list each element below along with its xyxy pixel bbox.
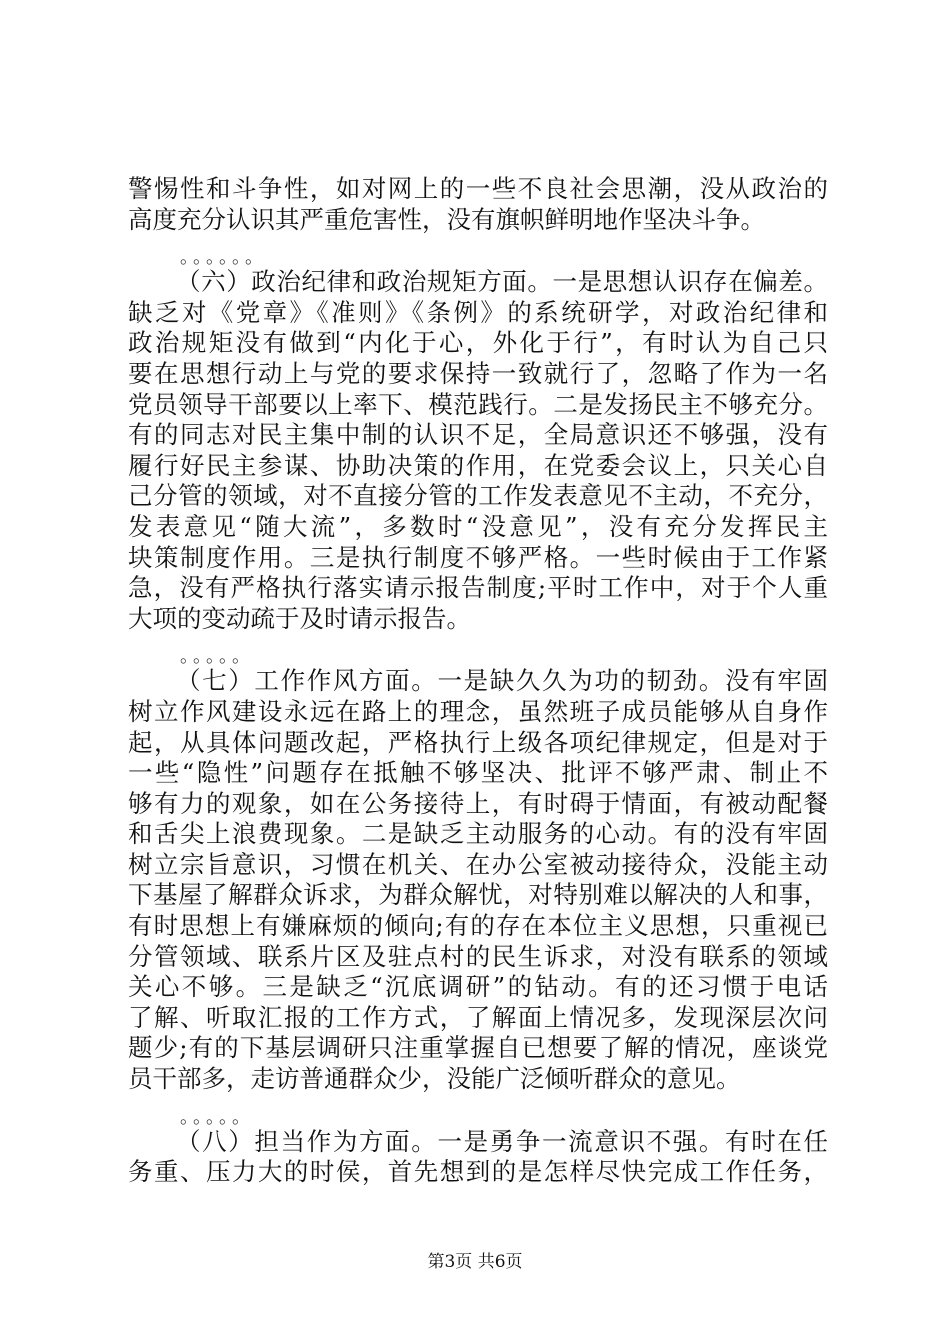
text-line: 关心不够。三是缺乏“沉底调研”的钻动。有的还习惯于电话 bbox=[128, 972, 828, 1002]
text-line: 树立作风建设永远在路上的理念，虽然班子成员能够从自身作 bbox=[128, 696, 828, 726]
section-separator-dots: 。。。。。 bbox=[180, 646, 254, 668]
text-line: 急，没有严格执行落实请示报告制度;平时工作中，对于个人重 bbox=[128, 573, 828, 603]
text-line: 和舌尖上浪费现象。二是缺乏主动服务的心动。有的没有牢固 bbox=[128, 819, 828, 849]
paragraph-first-line: （八）担当作为方面。一是勇争一流意识不强。有时在任 bbox=[176, 1126, 828, 1156]
text-line: 大项的变动疏于及时请示报告。 bbox=[128, 603, 471, 633]
text-line: 有的同志对民主集中制的认识不足，全局意识还不够强，没有 bbox=[128, 420, 828, 450]
text-line: 题少;有的下基层调研只注重掌握自已想要了解的情况，座谈党 bbox=[128, 1033, 828, 1063]
text-line: 员干部多，走访普通群众少，没能广泛倾听群众的意见。 bbox=[128, 1064, 741, 1094]
section-separator-dots: 。。。。。 bbox=[180, 1106, 254, 1128]
text-line: 党员领导干部要以上率下、模范践行。二是发扬民主不够充分。 bbox=[128, 389, 828, 419]
text-line: 够有力的观象，如在公务接待上，有时碍于情面，有被动配餐 bbox=[128, 788, 828, 818]
text-line: 了解、听取汇报的工作方式，了解面上情况多，发现深层次问 bbox=[128, 1002, 828, 1032]
document-body bbox=[128, 174, 828, 1188]
text-line: 要在思想行动上与党的要求保持一致就行了，忽略了作为一名 bbox=[128, 358, 828, 388]
text-line: 警惕性和斗争性，如对网上的一些不良社会思潮，没从政治的 bbox=[128, 174, 828, 203]
text-line: 发表意见“随大流”，多数时“没意见”，没有充分发挥民主 bbox=[128, 511, 828, 541]
text-line: 块策制度作用。三是执行制度不够严格。一些时候由于工作紧 bbox=[128, 542, 828, 572]
page-footer-number: 第3页 共6页 bbox=[427, 1252, 523, 1272]
paragraph-first-line: （七）工作作风方面。一是缺久久为功的韧劲。没有牢固 bbox=[176, 666, 828, 696]
text-line: 分管领域、联系片区及驻点村的民生诉求，对没有联系的领域 bbox=[128, 941, 828, 971]
section-separator-dots: 。。。。。。 bbox=[180, 247, 267, 269]
text-line: 履行好民主参谋、协助决策的作用，在党委会议上，只关心自 bbox=[128, 450, 828, 480]
text-line: 缺乏对《党章》《准则》《条例》的系统研学，对政治纪律和 bbox=[128, 297, 828, 327]
text-line: 政治规矩没有做到“内化于心，外化于行”，有时认为自己只 bbox=[128, 328, 828, 358]
paragraph-first-line: （六）政治纪律和政治规矩方面。一是思想认识存在偏差。 bbox=[176, 267, 828, 297]
text-line: 树立宗旨意识，习惯在机关、在办公室被动接待众，没能主动 bbox=[128, 849, 828, 879]
text-line: 务重、压力大的时侯，首先想到的是怎样尽快完成工作任务， bbox=[128, 1157, 828, 1187]
text-line: 一些“隐性”问题存在抵触不够坚决、批评不够严肃、制止不 bbox=[128, 758, 828, 788]
text-line: 有时思想上有嫌麻烦的倾向;有的存在本位主义思想，只重视已 bbox=[128, 911, 828, 941]
text-line: 己分管的领域，对不直接分管的工作发表意见不主动，不充分， bbox=[128, 481, 828, 511]
text-line: 高度充分认识其严重危害性，没有旗帜鲜明地作坚决斗争。 bbox=[128, 204, 765, 234]
text-line: 起，从具体问题改起，严格执行上级各项纪律规定，但是对于 bbox=[128, 727, 828, 757]
text-line: 下基屋了解群众诉求，为群众解忧，对特别难以解决的人和事， bbox=[128, 880, 828, 910]
